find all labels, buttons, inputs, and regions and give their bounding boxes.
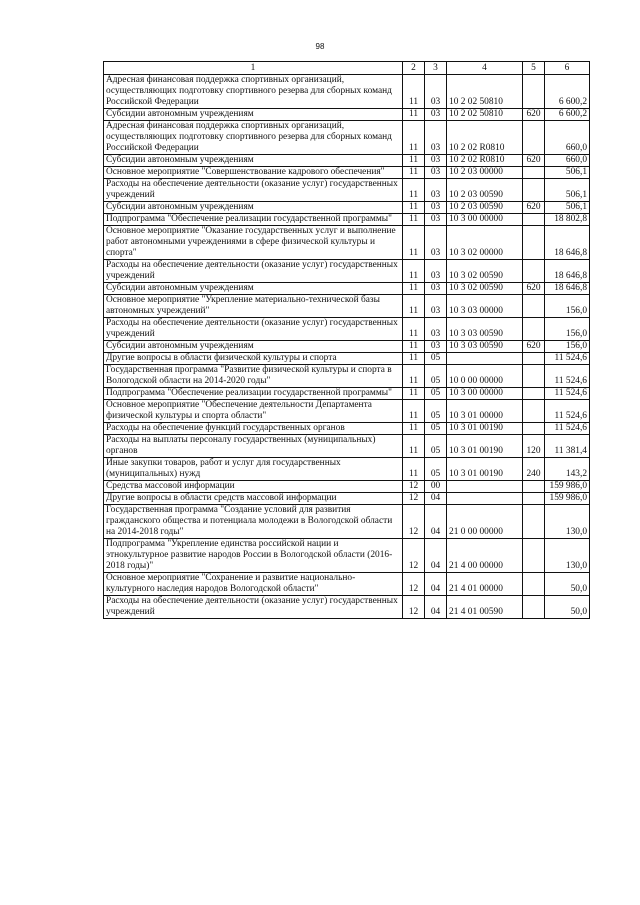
section-code: 12 bbox=[403, 539, 425, 573]
section-code: 11 bbox=[403, 458, 425, 481]
section-code: 11 bbox=[403, 179, 425, 202]
row-name: Другие вопросы в области средств массовой информации bbox=[104, 493, 403, 505]
table-header-row bbox=[104, 62, 590, 75]
subsection-code: 05 bbox=[425, 388, 447, 400]
subsection-code: 03 bbox=[425, 341, 447, 353]
amount-cell: 506,1 bbox=[545, 179, 590, 202]
expense-type-code bbox=[523, 121, 545, 155]
amount-cell: 11 524,6 bbox=[545, 353, 590, 365]
column-header: 3 bbox=[425, 62, 447, 75]
subsection-code: 03 bbox=[425, 179, 447, 202]
amount-cell: 130,0 bbox=[545, 539, 590, 573]
row-name: Расходы на выплаты персоналу государственных (муниципальных) органов bbox=[104, 435, 403, 458]
expense-type-code bbox=[523, 260, 545, 283]
section-code: 11 bbox=[403, 295, 425, 318]
target-article-code: 10 3 02 00590 bbox=[447, 260, 523, 283]
target-article-code: 10 3 01 00190 bbox=[447, 435, 523, 458]
row-name: Расходы на обеспечение функций государственных органов bbox=[104, 423, 403, 435]
row-name: Расходы на обеспечение деятельности (оказание услуг) государственных учреждений bbox=[104, 596, 403, 619]
target-article-code: 10 3 00 00000 bbox=[447, 214, 523, 226]
row-name: Государственная программа "Создание условий для развития гражданского общества и потенциала молодежи в Вологодской области на 2014-2018 годы" bbox=[104, 505, 403, 539]
amount-cell: 11 524,6 bbox=[545, 423, 590, 435]
section-code: 12 bbox=[403, 493, 425, 505]
amount-cell: 660,0 bbox=[545, 121, 590, 155]
amount-cell: 50,0 bbox=[545, 596, 590, 619]
amount-cell: 6 600,2 bbox=[545, 109, 590, 121]
expense-type-code: 620 bbox=[523, 341, 545, 353]
table-row bbox=[104, 283, 590, 295]
table-row bbox=[104, 260, 590, 283]
expense-type-code bbox=[523, 179, 545, 202]
row-name: Подпрограмма "Обеспечение реализации государственной программы" bbox=[104, 388, 403, 400]
table-row bbox=[104, 167, 590, 179]
section-code: 12 bbox=[403, 505, 425, 539]
row-name: Расходы на обеспечение деятельности (оказание услуг) государственных учреждений bbox=[104, 179, 403, 202]
target-article-code: 10 3 02 00590 bbox=[447, 283, 523, 295]
subsection-code: 03 bbox=[425, 226, 447, 260]
expense-type-code bbox=[523, 353, 545, 365]
section-code: 11 bbox=[403, 388, 425, 400]
subsection-code: 03 bbox=[425, 318, 447, 341]
table-row bbox=[104, 539, 590, 573]
table-row bbox=[104, 481, 590, 493]
amount-cell: 11 381,4 bbox=[545, 435, 590, 458]
column-header: 2 bbox=[403, 62, 425, 75]
subsection-code: 03 bbox=[425, 283, 447, 295]
section-code: 11 bbox=[403, 109, 425, 121]
subsection-code: 03 bbox=[425, 214, 447, 226]
subsection-code: 03 bbox=[425, 295, 447, 318]
row-name: Государственная программа "Развитие физической культуры и спорта в Вологодской области на 2014-2020 годы" bbox=[104, 365, 403, 388]
table-row bbox=[104, 400, 590, 423]
table-row bbox=[104, 109, 590, 121]
row-name: Расходы на обеспечение деятельности (оказание услуг) государственных учреждений bbox=[104, 318, 403, 341]
target-article-code: 10 2 03 00590 bbox=[447, 179, 523, 202]
expense-type-code bbox=[523, 539, 545, 573]
expense-type-code bbox=[523, 596, 545, 619]
subsection-code: 03 bbox=[425, 75, 447, 109]
expense-type-code bbox=[523, 365, 545, 388]
row-name: Расходы на обеспечение деятельности (оказание услуг) государственных учреждений bbox=[104, 260, 403, 283]
amount-cell: 660,0 bbox=[545, 155, 590, 167]
target-article-code: 10 3 03 00590 bbox=[447, 318, 523, 341]
target-article-code: 10 2 02 50810 bbox=[447, 109, 523, 121]
target-article-code: 10 3 00 00000 bbox=[447, 388, 523, 400]
row-name: Адресная финансовая поддержка спортивных организаций, осуществляющих подготовку спортивного резерва для сборных команд Российской Федерации bbox=[104, 121, 403, 155]
target-article-code bbox=[447, 353, 523, 365]
row-name: Другие вопросы в области физической культуры и спорта bbox=[104, 353, 403, 365]
amount-cell: 159 986,0 bbox=[545, 493, 590, 505]
section-code: 11 bbox=[403, 435, 425, 458]
row-name: Субсидии автономным учреждениям bbox=[104, 109, 403, 121]
subsection-code: 05 bbox=[425, 423, 447, 435]
expense-type-code bbox=[523, 295, 545, 318]
expense-type-code bbox=[523, 505, 545, 539]
table-row bbox=[104, 458, 590, 481]
target-article-code: 10 3 01 00190 bbox=[447, 458, 523, 481]
amount-cell: 130,0 bbox=[545, 505, 590, 539]
section-code: 11 bbox=[403, 260, 425, 283]
table-row bbox=[104, 295, 590, 318]
amount-cell: 156,0 bbox=[545, 318, 590, 341]
target-article-code: 10 2 02 R0810 bbox=[447, 155, 523, 167]
table-row bbox=[104, 573, 590, 596]
column-header: 5 bbox=[523, 62, 545, 75]
expense-type-code bbox=[523, 318, 545, 341]
table-row bbox=[104, 596, 590, 619]
target-article-code bbox=[447, 493, 523, 505]
expense-type-code: 620 bbox=[523, 109, 545, 121]
page-number: 98 bbox=[315, 42, 325, 51]
column-header: 1 bbox=[104, 62, 403, 75]
subsection-code: 04 bbox=[425, 493, 447, 505]
subsection-code: 03 bbox=[425, 155, 447, 167]
expense-type-code bbox=[523, 388, 545, 400]
target-article-code: 21 4 01 00000 bbox=[447, 573, 523, 596]
table-row bbox=[104, 214, 590, 226]
row-name: Основное мероприятие "Совершенствование кадрового обеспечения" bbox=[104, 167, 403, 179]
subsection-code: 05 bbox=[425, 353, 447, 365]
target-article-code bbox=[447, 481, 523, 493]
section-code: 11 bbox=[403, 365, 425, 388]
section-code: 11 bbox=[403, 353, 425, 365]
amount-cell: 159 986,0 bbox=[545, 481, 590, 493]
table-row bbox=[104, 353, 590, 365]
subsection-code: 04 bbox=[425, 505, 447, 539]
row-name: Субсидии автономным учреждениям bbox=[104, 283, 403, 295]
row-name: Средства массовой информации bbox=[104, 481, 403, 493]
section-code: 11 bbox=[403, 214, 425, 226]
table-row bbox=[104, 121, 590, 155]
subsection-code: 05 bbox=[425, 365, 447, 388]
expense-type-code bbox=[523, 214, 545, 226]
subsection-code: 05 bbox=[425, 400, 447, 423]
target-article-code: 10 3 01 00000 bbox=[447, 400, 523, 423]
row-name: Основное мероприятие "Обеспечение деятельности Департамента физической культуры и спорта области" bbox=[104, 400, 403, 423]
target-article-code: 21 4 00 00000 bbox=[447, 539, 523, 573]
subsection-code: 03 bbox=[425, 121, 447, 155]
section-code: 11 bbox=[403, 121, 425, 155]
amount-cell: 11 524,6 bbox=[545, 388, 590, 400]
section-code: 11 bbox=[403, 167, 425, 179]
subsection-code: 03 bbox=[425, 167, 447, 179]
target-article-code: 21 0 00 00000 bbox=[447, 505, 523, 539]
section-code: 11 bbox=[403, 341, 425, 353]
amount-cell: 50,0 bbox=[545, 573, 590, 596]
table-row bbox=[104, 505, 590, 539]
row-name: Подпрограмма "Укрепление единства российской нации и этнокультурное развитие народов России в Вологодской области (2016-2018 годы)" bbox=[104, 539, 403, 573]
table-row bbox=[104, 493, 590, 505]
amount-cell: 506,1 bbox=[545, 202, 590, 214]
expense-type-code: 620 bbox=[523, 202, 545, 214]
target-article-code: 10 3 03 00590 bbox=[447, 341, 523, 353]
table-row bbox=[104, 75, 590, 109]
subsection-code: 03 bbox=[425, 109, 447, 121]
subsection-code: 03 bbox=[425, 260, 447, 283]
table-row bbox=[104, 435, 590, 458]
row-name: Адресная финансовая поддержка спортивных организаций, осуществляющих подготовку спортивного резерва для сборных команд Российской Федерации bbox=[104, 75, 403, 109]
target-article-code: 10 2 03 00000 bbox=[447, 167, 523, 179]
amount-cell: 18 802,8 bbox=[545, 214, 590, 226]
target-article-code: 10 0 00 00000 bbox=[447, 365, 523, 388]
target-article-code: 10 2 02 50810 bbox=[447, 75, 523, 109]
target-article-code: 10 3 03 00000 bbox=[447, 295, 523, 318]
section-code: 11 bbox=[403, 318, 425, 341]
subsection-code: 00 bbox=[425, 481, 447, 493]
amount-cell: 18 646,8 bbox=[545, 283, 590, 295]
table-row bbox=[104, 226, 590, 260]
amount-cell: 18 646,8 bbox=[545, 260, 590, 283]
row-name: Основное мероприятие "Сохранение и развитие национально-культурного наследия народов Вологодской области" bbox=[104, 573, 403, 596]
amount-cell: 506,1 bbox=[545, 167, 590, 179]
amount-cell: 143,2 bbox=[545, 458, 590, 481]
row-name: Субсидии автономным учреждениям bbox=[104, 202, 403, 214]
amount-cell: 11 524,6 bbox=[545, 365, 590, 388]
amount-cell: 18 646,8 bbox=[545, 226, 590, 260]
subsection-code: 05 bbox=[425, 435, 447, 458]
table-row bbox=[104, 423, 590, 435]
subsection-code: 04 bbox=[425, 573, 447, 596]
target-article-code: 10 2 03 00590 bbox=[447, 202, 523, 214]
target-article-code: 10 3 01 00190 bbox=[447, 423, 523, 435]
section-code: 11 bbox=[403, 202, 425, 214]
section-code: 11 bbox=[403, 226, 425, 260]
section-code: 11 bbox=[403, 155, 425, 167]
subsection-code: 04 bbox=[425, 596, 447, 619]
section-code: 12 bbox=[403, 481, 425, 493]
column-header: 6 bbox=[545, 62, 590, 75]
expense-type-code bbox=[523, 573, 545, 596]
expense-type-code bbox=[523, 167, 545, 179]
amount-cell: 6 600,2 bbox=[545, 75, 590, 109]
column-header: 4 bbox=[447, 62, 523, 75]
row-name: Основное мероприятие "Укрепление материально-технической базы автономных учреждений" bbox=[104, 295, 403, 318]
amount-cell: 11 524,6 bbox=[545, 400, 590, 423]
section-code: 11 bbox=[403, 283, 425, 295]
section-code: 11 bbox=[403, 423, 425, 435]
expense-type-code bbox=[523, 400, 545, 423]
table-row bbox=[104, 365, 590, 388]
target-article-code: 21 4 01 00590 bbox=[447, 596, 523, 619]
row-name: Субсидии автономным учреждениям bbox=[104, 341, 403, 353]
table-row bbox=[104, 388, 590, 400]
expense-type-code bbox=[523, 226, 545, 260]
subsection-code: 03 bbox=[425, 202, 447, 214]
row-name: Подпрограмма "Обеспечение реализации государственной программы" bbox=[104, 214, 403, 226]
table-row bbox=[104, 341, 590, 353]
amount-cell: 156,0 bbox=[545, 341, 590, 353]
expense-type-code bbox=[523, 481, 545, 493]
target-article-code: 10 2 02 R0810 bbox=[447, 121, 523, 155]
table-row bbox=[104, 318, 590, 341]
budget-table bbox=[103, 61, 590, 619]
table-row bbox=[104, 202, 590, 214]
row-name: Основное мероприятие "Оказание государственных услуг и выполнение работ автономными учреждениями в сфере физической культуры и спорта" bbox=[104, 226, 403, 260]
row-name: Иные закупки товаров, работ и услуг для государственных (муниципальных) нужд bbox=[104, 458, 403, 481]
subsection-code: 05 bbox=[425, 458, 447, 481]
target-article-code: 10 3 02 00000 bbox=[447, 226, 523, 260]
section-code: 12 bbox=[403, 573, 425, 596]
expense-type-code bbox=[523, 75, 545, 109]
expense-type-code: 620 bbox=[523, 155, 545, 167]
expense-type-code: 240 bbox=[523, 458, 545, 481]
section-code: 12 bbox=[403, 596, 425, 619]
subsection-code: 04 bbox=[425, 539, 447, 573]
expense-type-code bbox=[523, 423, 545, 435]
amount-cell: 156,0 bbox=[545, 295, 590, 318]
expense-type-code: 120 bbox=[523, 435, 545, 458]
section-code: 11 bbox=[403, 75, 425, 109]
expense-type-code: 620 bbox=[523, 283, 545, 295]
expense-type-code bbox=[523, 493, 545, 505]
row-name: Субсидии автономным учреждениям bbox=[104, 155, 403, 167]
section-code: 11 bbox=[403, 400, 425, 423]
table-row bbox=[104, 179, 590, 202]
table-row bbox=[104, 155, 590, 167]
